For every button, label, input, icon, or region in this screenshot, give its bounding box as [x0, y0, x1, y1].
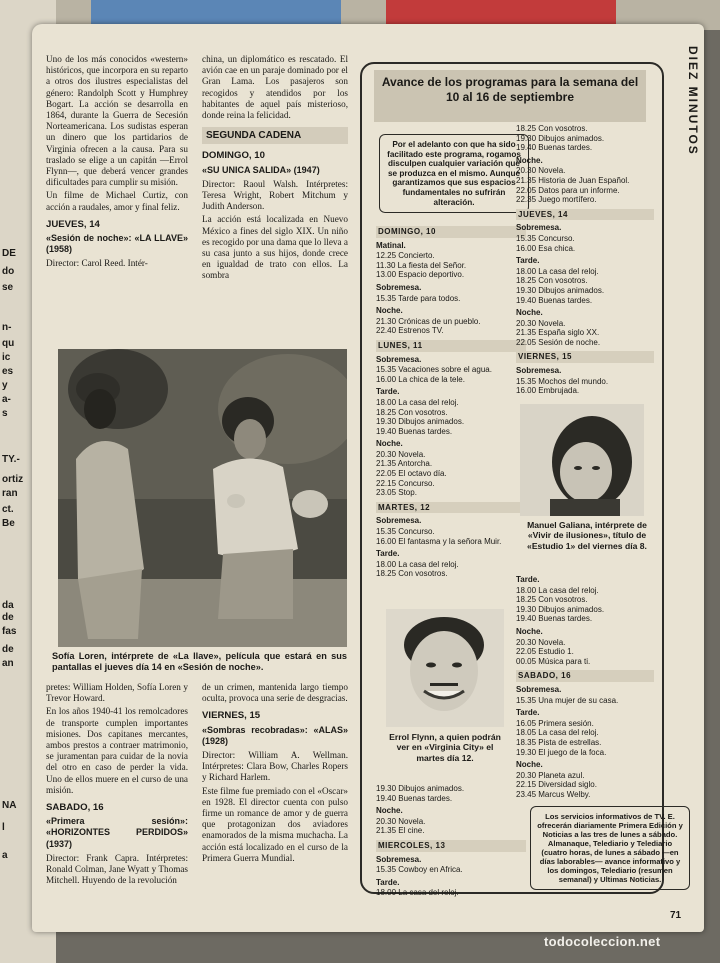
left-strip-fragment: an [2, 658, 14, 669]
photo-errol-flynn [386, 609, 504, 727]
left-strip-fragment: n- [2, 322, 12, 333]
domingo-synopsis: La acción está localizada en Nuevo México a fines del siglo XIX. Un niño es recogido por una dama que lo lleva a su casa junto a sus hijos, donde crece en igualdad de trato con ellos. La sombra [202, 214, 348, 281]
sabado-heading: SABADO, 16 [46, 802, 104, 814]
left-strip-fragment: TY.- [2, 454, 20, 465]
program-item: 16.05 Primera sesión. [516, 718, 594, 728]
program-day-heading: DOMINGO, 10 [376, 226, 526, 238]
program-item: 20.30 Novela. [516, 166, 566, 176]
program-segment-label: Sobremesa. [376, 854, 422, 864]
program-list-column-a [376, 222, 526, 579]
program-item: 21.35 Historia de Juan Español. [516, 175, 630, 185]
program-guide-title: Avance de los programas para la semana del 10 al 16 de septiembre [374, 70, 646, 122]
program-segment-label: Matinal. [376, 240, 406, 250]
column-2-top [202, 54, 348, 284]
program-item: 22.35 Juego mortífero. [516, 195, 597, 205]
left-strip-fragment: do [2, 266, 15, 277]
jueves-cast: pretes: William Holden, Sofía Loren y Trevor Howard. [46, 682, 188, 704]
background-magazine-red [386, 0, 616, 24]
program-item: 19.40 Buenas tardes. [516, 614, 593, 624]
program-item: 20.30 Novela. [516, 637, 566, 647]
program-item: 13.00 Espacio deportivo. [376, 270, 465, 280]
program-item: 12.25 Concierto. [376, 251, 435, 261]
program-item: 22.05 Estudio 1. [516, 647, 574, 657]
program-item: 18.35 Pista de estrellas. [516, 737, 602, 747]
program-item: 11.30 La fiesta del Señor. [376, 260, 467, 270]
magazine-page [32, 24, 704, 932]
domingo-film-title: «SU UNICA SALIDA» (1947) [202, 164, 320, 175]
program-segment-label: Noche. [516, 308, 543, 318]
program-day-heading: VIERNES, 15 [516, 351, 654, 363]
program-item: 18.25 Con vosotros. [516, 595, 588, 605]
program-item: 18.25 Con vosotros. [516, 276, 588, 286]
program-segment-label: Tarde. [376, 387, 400, 397]
program-segment-label: Sobremesa. [516, 684, 562, 694]
program-item: 20.30 Planeta azul. [516, 770, 585, 780]
watermark: todocoleccion.net [544, 934, 661, 949]
program-segment-label: Tarde. [516, 256, 540, 266]
program-item: 19.40 Buenas tardes. [516, 295, 593, 305]
left-strip-fragment: a- [2, 394, 11, 405]
photo-sofia-loren [58, 349, 347, 647]
program-item: 19.30 El juego de la foca. [516, 747, 607, 757]
program-item: 21.35 España siglo XX. [516, 328, 600, 338]
program-item: 18.25 Con vosotros. [376, 407, 448, 417]
portrait-image [386, 609, 504, 727]
left-strip-fragment: de [2, 644, 14, 655]
sabado-credits: Director: Frank Capra. Intérpretes: Ronald Colman, Jane Wyatt y Thomas Mitchell. Huyendo de la revolución [46, 852, 188, 886]
program-item: 23.45 Marcus Welby. [516, 789, 591, 799]
program-segment-label: Noche. [516, 155, 543, 165]
left-strip-fragment: DE [2, 248, 16, 259]
left-strip-fragment: s [2, 408, 8, 419]
photo-caption-errol-flynn: Errol Flynn, a quien podrán ver en «Virginia City» el martes día 12. [389, 732, 501, 763]
left-strip-fragment: se [2, 282, 14, 293]
program-list-column-a-end [376, 784, 526, 898]
left-strip-fragment: ct. [2, 504, 14, 515]
program-item: 00.05 Música para ti. [516, 656, 591, 666]
magazine-name: DIEZ MINUTOS [686, 46, 700, 156]
left-strip-fragment: ortiz [2, 474, 24, 485]
program-item: 19.40 Buenas tardes. [376, 793, 453, 803]
program-segment-label: Tarde. [516, 708, 540, 718]
photo-image [58, 349, 347, 647]
jueves-synopsis: En los años 1940-41 los remolcadores de transporte cumplen importantes misiones. Dos capitanes mercantes, ambos prestos a contraer matrimonio, se juramentan para cuidar de la novia del otro en caso de perder la vida. Uno de ellos muere en el curso de una misión. [46, 706, 188, 795]
program-item: 19.30 Dibujos animados. [516, 604, 605, 614]
program-item: 19.30 Dibujos animados. [516, 285, 605, 295]
informative-services-note: Los servicios informativos de TV. E. ofrecerán diariamente Primera Edición y Noticias a las tres de lunes a sábado. Almanaque, Telediario y Telediario (cuatro horas, de lunes a sábado —en días laborables— avance informativo y los domingos, Telediario (resumen semanal) y Ultimas Noticias. [530, 806, 690, 890]
program-item: 15.35 Vacaciones sobre el agua. [376, 365, 492, 375]
program-day-heading: MARTES, 12 [376, 502, 526, 514]
left-strip-fragment: NA [2, 800, 17, 811]
program-item: 22.05 Sesión de noche. [516, 337, 601, 347]
program-item: 18.05 La casa del reloj. [516, 728, 599, 738]
program-item: 23.05 Stop. [376, 488, 417, 498]
viernes-credits: Director: William A. Wellman. Intérpretes: Clara Bow, Charles Ropers y Richard Harlem. [202, 750, 348, 783]
photo-manuel-galiana [520, 404, 644, 516]
program-item: 19.40 Buenas tardes. [516, 143, 593, 153]
program-item: 18.00 La casa del reloj. [376, 397, 459, 407]
column-1-bottom [46, 682, 188, 888]
program-segment-label: Noche. [376, 439, 403, 449]
program-item: 19.30 Dibujos animados. [376, 417, 465, 427]
program-segment-label: Noche. [516, 760, 543, 770]
left-strip-fragment: fas [2, 626, 17, 637]
left-strip-fragment: y [2, 380, 8, 391]
program-item: 18.00 La casa del reloj. [516, 266, 599, 276]
program-segment-label: Sobremesa. [376, 282, 422, 292]
program-segment-label: Noche. [516, 626, 543, 636]
program-day-heading: SABADO, 16 [516, 670, 654, 682]
program-notice: Por el adelanto con que ha sido facilitado este programa, rogamos disculpen cualquier variación que se produzca en el mismo. Aunque garantizamos que sus espacios fundamentales no sufrirán alteración. [379, 134, 529, 213]
jueves-director: Director: Carol Reed. Intér- [46, 258, 148, 269]
program-segment-label: Sobremesa. [376, 354, 422, 364]
program-day-heading: LUNES, 11 [376, 340, 526, 352]
left-strip-fragment: da [2, 600, 14, 611]
program-segment-label: Sobremesa. [516, 366, 562, 376]
program-item: 19.40 Buenas tardes. [376, 426, 453, 436]
program-item: 22.05 Datos para un informe. [516, 185, 620, 195]
program-item: 15.35 Concurso. [516, 233, 575, 243]
program-segment-label: Noche. [376, 806, 403, 816]
program-item: 22.15 Concurso. [376, 478, 435, 488]
sabado-film-title: «Primera sesión»: «HORIZONTES PERDIDOS» (1937) [46, 816, 188, 849]
horizontes-synopsis: china, un diplomático es rescatado. El avión cae en un paraje dominado por el Gran Lama. Los pasajeros son recogidos y atendidos por los habitantes de aquel país misterioso, donde reina la felicidad. [202, 54, 348, 121]
program-item: 15.35 Concurso. [376, 527, 435, 537]
program-item: 20.30 Novela. [516, 318, 566, 328]
program-day-heading: JUEVES, 14 [516, 209, 654, 221]
program-item: 18.00 La casa del reloj. [376, 559, 459, 569]
program-item: 20.30 Novela. [376, 816, 426, 826]
left-strip-fragment: ic [2, 352, 11, 363]
program-item: 21.35 Antorcha. [376, 459, 433, 469]
program-item: 18.00 La casa del reloj. [376, 888, 459, 898]
viernes-heading: VIERNES, 15 [202, 710, 261, 722]
left-strip-fragment: qu [2, 338, 15, 349]
domingo-heading: DOMINGO, 10 [202, 150, 265, 162]
program-item: 18.00 La casa del reloj. [516, 585, 599, 595]
program-segment-label: Tarde. [376, 877, 400, 887]
program-item: 16.00 El fantasma y la señora Muir. [376, 536, 502, 546]
domingo-credits: Director: Raoul Walsh. Intérpretes: Teresa Wright, Robert Mitchum y Judith Anderson. [202, 178, 348, 212]
program-item: 22.05 El octavo día. [376, 469, 447, 479]
program-item: 16.00 Embrujada. [516, 386, 580, 396]
program-item: 16.00 La chica de la tele. [376, 374, 465, 384]
western-synopsis: Uno de los más conocidos «western» históricos, que incorpora en su reparto a otros dos ilustres especialistas del género: Randolph Scott y Humphrey Bogart. La acción se desarrolla en 1864, durante la Guerra de Secesión Norteamericana. Los sudistas esperan un dinero que los partidarios de Virginia ofrecen a la causa. Para su traslado se elige a un capitán —Errol Flynn—, que deberá vencer grandes dificultades para cumplir su misión. [46, 54, 188, 188]
program-item: 22.40 Estrenos TV. [376, 326, 444, 336]
column-2-bottom [202, 682, 348, 866]
left-strip-fragment: a [2, 850, 8, 861]
program-item: 19.30 Dibujos animados. [516, 133, 605, 143]
program-item: 21.35 El cine. [376, 826, 425, 836]
program-item: 15.35 Cowboy en Africa. [376, 865, 463, 875]
program-item: 18.25 Con vosotros. [376, 569, 448, 579]
program-item: 22.15 Diversidad siglo. [516, 780, 597, 790]
program-item: 15.35 Tarde para todos. [376, 293, 461, 303]
program-segment-label: Tarde. [516, 575, 540, 584]
jueves-heading: JUEVES, 14 [46, 218, 100, 230]
program-item: 15.35 Mochos del mundo. [516, 376, 609, 386]
column-1-top [46, 54, 188, 272]
viernes-synopsis: Este filme fue premiado con el «Oscar» en 1928. El director cuenta con pulso firme un romance de amor y de guerra que protagonizan dos aviadores enamorados de la misma muchacha. La acción está localizado en el curso de la Primera Guerra Mundial. [202, 785, 348, 863]
program-item: 18.25 Con vosotros. [516, 124, 588, 133]
viernes-film-title: «Sombras recobradas»: «ALAS» (1928) [202, 724, 348, 746]
program-segment-label: Tarde. [376, 549, 400, 559]
program-item: 15.35 Una mujer de su casa. [516, 695, 619, 705]
program-list-column-b-end [516, 572, 654, 799]
program-list-column-b [516, 124, 654, 396]
program-segment-label: Noche. [376, 306, 403, 316]
program-segment-label: Sobremesa. [516, 223, 562, 233]
segunda-cadena-header: SEGUNDA CADENA [202, 127, 348, 144]
portrait-image [520, 404, 644, 516]
domingo-synopsis-end: de un crimen, mantenida largo tiempo oculta, provoca una serie de desgracias. [202, 682, 348, 704]
photo-caption-manuel-galiana: Manuel Galiana, intérprete de «Vivir de ilusiones», título de «Estudio 1» del viernes día 8. [527, 520, 647, 551]
program-item: 19.30 Dibujos animados. [376, 784, 465, 793]
photo-caption-sofia-loren: Sofía Loren, intérprete de «La llave», película que estará en sus pantallas el jueves día 14 en «Sesión de noche». [52, 651, 347, 672]
left-strip-fragment: de [2, 612, 14, 623]
left-strip-fragment: Be [2, 518, 15, 529]
program-item: 20.30 Novela. [376, 449, 426, 459]
program-segment-label: Sobremesa. [376, 516, 422, 526]
program-item: 21.30 Crónicas de un pueblo. [376, 316, 481, 326]
program-item: 16.00 Esa chica. [516, 243, 576, 253]
left-strip-fragment: es [2, 366, 14, 377]
background-magazine-blue [91, 0, 341, 24]
page-number: 71 [670, 910, 682, 921]
program-day-heading: MIERCOLES, 13 [376, 840, 526, 852]
left-strip-fragment: l [2, 822, 5, 833]
jueves-film-title: «Sesión de noche»: «LA LLAVE» (1958) [46, 233, 188, 255]
left-strip-fragment: ran [2, 488, 18, 499]
western-summary: Un filme de Michael Curtiz, con acción a raudales, amor y final feliz. [46, 190, 188, 212]
